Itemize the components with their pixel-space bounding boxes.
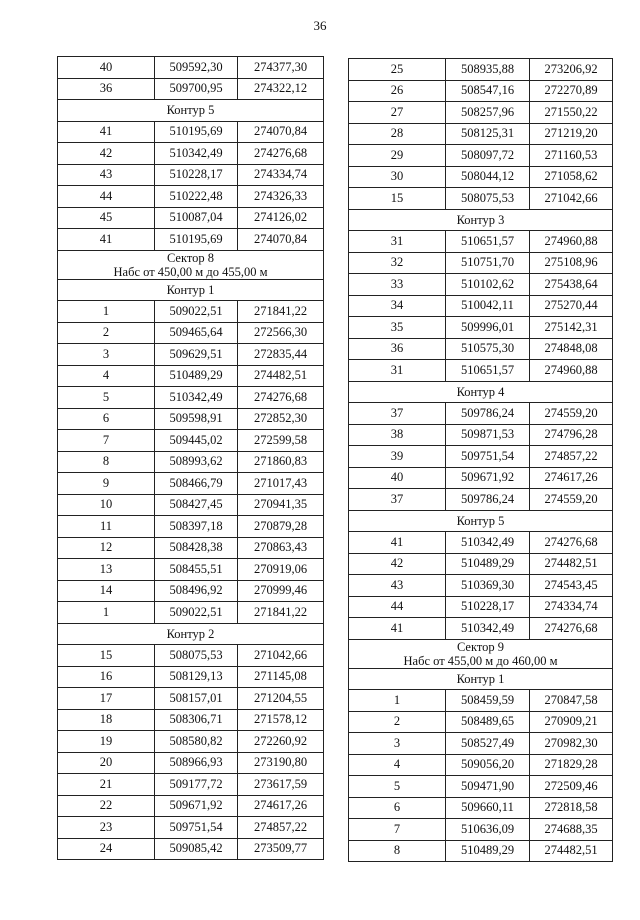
- coordinate-row: [58, 838, 324, 860]
- point-number-cell: 42: [58, 143, 155, 165]
- point-number-cell: 43: [58, 164, 155, 186]
- point-number-cell: 14: [58, 580, 155, 602]
- x-coordinate-cell: 508097,72: [446, 145, 530, 167]
- coordinate-row: [58, 322, 324, 344]
- point-number-cell: 1: [58, 301, 155, 323]
- coordinate-row: [349, 690, 613, 712]
- coordinate-row: [349, 840, 613, 862]
- x-coordinate-cell: 509786,24: [446, 489, 530, 511]
- section-header-row: [58, 279, 324, 301]
- y-coordinate-cell: 271841,22: [238, 602, 324, 624]
- y-coordinate-cell: 274543,45: [530, 575, 613, 597]
- y-coordinate-cell: 274276,68: [530, 532, 613, 554]
- x-coordinate-cell: 509700,95: [155, 78, 238, 100]
- point-number-cell: 42: [349, 553, 446, 575]
- point-number-cell: 41: [349, 618, 446, 640]
- section-header: [349, 639, 613, 668]
- y-coordinate-cell: 274070,84: [238, 229, 324, 251]
- x-coordinate-cell: 509022,51: [155, 602, 238, 624]
- section-header-row: [349, 209, 613, 231]
- point-number-cell: 4: [58, 365, 155, 387]
- y-coordinate-cell: 274559,20: [530, 489, 613, 511]
- y-coordinate-cell: 274070,84: [238, 121, 324, 143]
- point-number-cell: 8: [58, 451, 155, 473]
- y-coordinate-cell: 272818,58: [530, 797, 613, 819]
- x-coordinate-cell: 508075,53: [155, 645, 238, 667]
- x-coordinate-cell: 510575,30: [446, 338, 530, 360]
- coordinate-row: [58, 559, 324, 581]
- coordinate-row: [58, 817, 324, 839]
- coordinate-row: [58, 537, 324, 559]
- x-coordinate-cell: 510222,48: [155, 186, 238, 208]
- x-coordinate-cell: 509598,91: [155, 408, 238, 430]
- y-coordinate-cell: 271042,66: [530, 188, 613, 210]
- y-coordinate-cell: 270941,35: [238, 494, 324, 516]
- point-number-cell: 23: [58, 817, 155, 839]
- y-coordinate-cell: 275438,64: [530, 274, 613, 296]
- x-coordinate-cell: 509445,02: [155, 430, 238, 452]
- section-header-line: Сектор 8: [166, 250, 215, 265]
- section-header: [58, 279, 324, 301]
- coordinate-row: [58, 229, 324, 251]
- page-number: 36: [313, 18, 327, 33]
- y-coordinate-cell: 274276,68: [238, 387, 324, 409]
- coordinate-row: [349, 317, 613, 339]
- y-coordinate-cell: 271860,83: [238, 451, 324, 473]
- point-number-cell: 35: [349, 317, 446, 339]
- y-coordinate-cell: 272566,30: [238, 322, 324, 344]
- coordinate-row: [58, 164, 324, 186]
- y-coordinate-cell: 271042,66: [238, 645, 324, 667]
- coordinate-row: [58, 602, 324, 624]
- x-coordinate-cell: 509671,92: [155, 795, 238, 817]
- coordinate-row: [349, 231, 613, 253]
- coordinate-row: [349, 102, 613, 124]
- x-coordinate-cell: 510489,29: [446, 553, 530, 575]
- point-number-cell: 25: [349, 59, 446, 81]
- y-coordinate-cell: 274276,68: [238, 143, 324, 165]
- x-coordinate-cell: 510342,49: [446, 532, 530, 554]
- coordinate-row: [349, 295, 613, 317]
- point-number-cell: 38: [349, 424, 446, 446]
- point-number-cell: 26: [349, 80, 446, 102]
- y-coordinate-cell: 274126,02: [238, 207, 324, 229]
- x-coordinate-cell: 508459,59: [446, 690, 530, 712]
- point-number-cell: 40: [349, 467, 446, 489]
- x-coordinate-cell: 509786,24: [446, 403, 530, 425]
- coordinate-row: [58, 57, 324, 79]
- section-header: [349, 668, 613, 690]
- x-coordinate-cell: 510636,09: [446, 819, 530, 841]
- section-header-row: [349, 381, 613, 403]
- y-coordinate-cell: 271829,28: [530, 754, 613, 776]
- y-coordinate-cell: 274482,51: [238, 365, 324, 387]
- coordinate-row: [58, 645, 324, 667]
- point-number-cell: 45: [58, 207, 155, 229]
- x-coordinate-cell: 508428,38: [155, 537, 238, 559]
- x-coordinate-cell: 510228,17: [155, 164, 238, 186]
- point-number-cell: 36: [58, 78, 155, 100]
- point-number-cell: 31: [349, 231, 446, 253]
- section-header-line: Контур 5: [166, 103, 215, 118]
- y-coordinate-cell: 273617,59: [238, 774, 324, 796]
- y-coordinate-cell: 271058,62: [530, 166, 613, 188]
- point-number-cell: 43: [349, 575, 446, 597]
- section-header-line: Контур 1: [166, 282, 215, 297]
- x-coordinate-cell: 508547,16: [446, 80, 530, 102]
- point-number-cell: 24: [58, 838, 155, 860]
- coordinates-table-right: [348, 58, 613, 862]
- point-number-cell: 37: [349, 403, 446, 425]
- coordinate-row: [349, 532, 613, 554]
- x-coordinate-cell: 508157,01: [155, 688, 238, 710]
- x-coordinate-cell: 508044,12: [446, 166, 530, 188]
- coordinate-row: [58, 387, 324, 409]
- x-coordinate-cell: 508125,31: [446, 123, 530, 145]
- y-coordinate-cell: 271017,43: [238, 473, 324, 495]
- section-header: [58, 250, 324, 279]
- point-number-cell: 40: [58, 57, 155, 79]
- coordinate-row: [349, 80, 613, 102]
- x-coordinate-cell: 510042,11: [446, 295, 530, 317]
- x-coordinate-cell: 508397,18: [155, 516, 238, 538]
- section-header-line: Контур 3: [456, 212, 505, 227]
- y-coordinate-cell: 274482,51: [530, 553, 613, 575]
- coordinate-row: [349, 467, 613, 489]
- x-coordinate-cell: 509592,30: [155, 57, 238, 79]
- section-header-line: Набс от 450,00 м до 455,00 м: [113, 264, 268, 279]
- point-number-cell: 16: [58, 666, 155, 688]
- x-coordinate-cell: 508489,65: [446, 711, 530, 733]
- point-number-cell: 2: [349, 711, 446, 733]
- coordinate-row: [349, 733, 613, 755]
- coordinate-row: [58, 516, 324, 538]
- point-number-cell: 37: [349, 489, 446, 511]
- section-header-line: Набс от 455,00 м до 460,00 м: [403, 653, 558, 668]
- point-number-cell: 5: [349, 776, 446, 798]
- y-coordinate-cell: 274377,30: [238, 57, 324, 79]
- point-number-cell: 15: [349, 188, 446, 210]
- section-header-row: [349, 510, 613, 532]
- coordinate-row: [349, 797, 613, 819]
- point-number-cell: 6: [58, 408, 155, 430]
- y-coordinate-cell: 270879,28: [238, 516, 324, 538]
- y-coordinate-cell: 270863,43: [238, 537, 324, 559]
- y-coordinate-cell: 271219,20: [530, 123, 613, 145]
- point-number-cell: 39: [349, 446, 446, 468]
- y-coordinate-cell: 270909,21: [530, 711, 613, 733]
- point-number-cell: 19: [58, 731, 155, 753]
- x-coordinate-cell: 509177,72: [155, 774, 238, 796]
- point-number-cell: 17: [58, 688, 155, 710]
- coordinate-row: [349, 145, 613, 167]
- x-coordinate-cell: 509871,53: [446, 424, 530, 446]
- coordinate-row: [58, 774, 324, 796]
- x-coordinate-cell: 508966,93: [155, 752, 238, 774]
- section-header: [58, 100, 324, 122]
- y-coordinate-cell: 274617,26: [238, 795, 324, 817]
- coordinate-row: [58, 451, 324, 473]
- x-coordinate-cell: 509471,90: [446, 776, 530, 798]
- x-coordinate-cell: 510369,30: [446, 575, 530, 597]
- y-coordinate-cell: 271550,22: [530, 102, 613, 124]
- point-number-cell: 41: [349, 532, 446, 554]
- point-number-cell: 15: [58, 645, 155, 667]
- coordinate-row: [58, 207, 324, 229]
- section-header-line: Контур 2: [166, 626, 215, 641]
- point-number-cell: 44: [58, 186, 155, 208]
- coordinate-row: [58, 795, 324, 817]
- y-coordinate-cell: 271578,12: [238, 709, 324, 731]
- coordinate-row: [349, 575, 613, 597]
- x-coordinate-cell: 508427,45: [155, 494, 238, 516]
- y-coordinate-cell: 274482,51: [530, 840, 613, 862]
- x-coordinate-cell: 509465,64: [155, 322, 238, 344]
- coordinate-row: [349, 59, 613, 81]
- coordinate-row: [349, 403, 613, 425]
- x-coordinate-cell: 510087,04: [155, 207, 238, 229]
- x-coordinate-cell: 510651,57: [446, 231, 530, 253]
- x-coordinate-cell: 510195,69: [155, 229, 238, 251]
- coordinate-row: [58, 408, 324, 430]
- x-coordinate-cell: 509751,54: [155, 817, 238, 839]
- y-coordinate-cell: 271204,55: [238, 688, 324, 710]
- y-coordinate-cell: 270919,06: [238, 559, 324, 581]
- coordinate-row: [349, 553, 613, 575]
- point-number-cell: 32: [349, 252, 446, 274]
- point-number-cell: 7: [349, 819, 446, 841]
- x-coordinate-cell: 510102,62: [446, 274, 530, 296]
- y-coordinate-cell: 275108,96: [530, 252, 613, 274]
- point-number-cell: 28: [349, 123, 446, 145]
- y-coordinate-cell: 274688,35: [530, 819, 613, 841]
- x-coordinate-cell: 510751,70: [446, 252, 530, 274]
- point-number-cell: 30: [349, 166, 446, 188]
- section-header-row: [349, 639, 613, 668]
- x-coordinate-cell: 510489,29: [155, 365, 238, 387]
- point-number-cell: 6: [349, 797, 446, 819]
- y-coordinate-cell: 271145,08: [238, 666, 324, 688]
- point-number-cell: 21: [58, 774, 155, 796]
- point-number-cell: 12: [58, 537, 155, 559]
- y-coordinate-cell: 272270,89: [530, 80, 613, 102]
- x-coordinate-cell: 509671,92: [446, 467, 530, 489]
- point-number-cell: 41: [58, 121, 155, 143]
- x-coordinate-cell: 509751,54: [446, 446, 530, 468]
- section-header-row: [349, 668, 613, 690]
- x-coordinate-cell: 510342,49: [446, 618, 530, 640]
- y-coordinate-cell: 274326,33: [238, 186, 324, 208]
- point-number-cell: 9: [58, 473, 155, 495]
- y-coordinate-cell: 272260,92: [238, 731, 324, 753]
- x-coordinate-cell: 508257,96: [446, 102, 530, 124]
- y-coordinate-cell: 272835,44: [238, 344, 324, 366]
- section-header-row: [58, 623, 324, 645]
- y-coordinate-cell: 270847,58: [530, 690, 613, 712]
- point-number-cell: 8: [349, 840, 446, 862]
- coordinate-row: [349, 188, 613, 210]
- section-header: [349, 381, 613, 403]
- coordinate-row: [58, 580, 324, 602]
- point-number-cell: 27: [349, 102, 446, 124]
- coordinate-row: [349, 252, 613, 274]
- x-coordinate-cell: 509629,51: [155, 344, 238, 366]
- y-coordinate-cell: 275270,44: [530, 295, 613, 317]
- coordinate-row: [349, 123, 613, 145]
- coordinate-row: [58, 344, 324, 366]
- y-coordinate-cell: 275142,31: [530, 317, 613, 339]
- x-coordinate-cell: 509022,51: [155, 301, 238, 323]
- coordinate-row: [349, 424, 613, 446]
- point-number-cell: 3: [58, 344, 155, 366]
- point-number-cell: 1: [349, 690, 446, 712]
- y-coordinate-cell: 272509,46: [530, 776, 613, 798]
- point-number-cell: 4: [349, 754, 446, 776]
- coordinate-row: [349, 819, 613, 841]
- x-coordinate-cell: 509056,20: [446, 754, 530, 776]
- section-header-line: Сектор 9: [456, 639, 505, 654]
- x-coordinate-cell: 508306,71: [155, 709, 238, 731]
- coordinate-row: [58, 430, 324, 452]
- section-header-line: Контур 5: [456, 513, 505, 528]
- point-number-cell: 3: [349, 733, 446, 755]
- coordinate-row: [349, 166, 613, 188]
- point-number-cell: 41: [58, 229, 155, 251]
- coordinate-row: [58, 78, 324, 100]
- y-coordinate-cell: 272599,58: [238, 430, 324, 452]
- point-number-cell: 5: [58, 387, 155, 409]
- point-number-cell: 29: [349, 145, 446, 167]
- coordinates-table-left: [57, 56, 324, 860]
- x-coordinate-cell: 509085,42: [155, 838, 238, 860]
- section-header: [58, 623, 324, 645]
- coordinate-row: [349, 360, 613, 382]
- x-coordinate-cell: 508527,49: [446, 733, 530, 755]
- point-number-cell: 31: [349, 360, 446, 382]
- point-number-cell: 34: [349, 295, 446, 317]
- coordinate-row: [58, 301, 324, 323]
- y-coordinate-cell: 271160,53: [530, 145, 613, 167]
- coordinate-row: [58, 121, 324, 143]
- coordinate-row: [349, 776, 613, 798]
- coordinate-row: [349, 274, 613, 296]
- point-number-cell: 22: [58, 795, 155, 817]
- coordinate-row: [58, 143, 324, 165]
- y-coordinate-cell: 271841,22: [238, 301, 324, 323]
- y-coordinate-cell: 274857,22: [530, 446, 613, 468]
- coordinate-row: [58, 473, 324, 495]
- y-coordinate-cell: 273190,80: [238, 752, 324, 774]
- y-coordinate-cell: 274276,68: [530, 618, 613, 640]
- coordinate-row: [58, 752, 324, 774]
- x-coordinate-cell: 508455,51: [155, 559, 238, 581]
- x-coordinate-cell: 508466,79: [155, 473, 238, 495]
- section-header: [349, 209, 613, 231]
- x-coordinate-cell: 508993,62: [155, 451, 238, 473]
- x-coordinate-cell: 508129,13: [155, 666, 238, 688]
- point-number-cell: 10: [58, 494, 155, 516]
- section-header-line: Контур 4: [456, 384, 505, 399]
- y-coordinate-cell: 270999,46: [238, 580, 324, 602]
- coordinate-row: [349, 338, 613, 360]
- point-number-cell: 36: [349, 338, 446, 360]
- point-number-cell: 33: [349, 274, 446, 296]
- coordinate-row: [58, 709, 324, 731]
- point-number-cell: 2: [58, 322, 155, 344]
- coordinate-row: [58, 688, 324, 710]
- coordinate-row: [349, 446, 613, 468]
- point-number-cell: 11: [58, 516, 155, 538]
- point-number-cell: 1: [58, 602, 155, 624]
- section-header-row: [58, 250, 324, 279]
- coordinate-row: [58, 494, 324, 516]
- y-coordinate-cell: 274322,12: [238, 78, 324, 100]
- y-coordinate-cell: 274559,20: [530, 403, 613, 425]
- x-coordinate-cell: 508580,82: [155, 731, 238, 753]
- y-coordinate-cell: 274960,88: [530, 231, 613, 253]
- y-coordinate-cell: 274960,88: [530, 360, 613, 382]
- coordinate-row: [349, 754, 613, 776]
- y-coordinate-cell: 274796,28: [530, 424, 613, 446]
- x-coordinate-cell: 510651,57: [446, 360, 530, 382]
- point-number-cell: 7: [58, 430, 155, 452]
- point-number-cell: 13: [58, 559, 155, 581]
- x-coordinate-cell: 509996,01: [446, 317, 530, 339]
- x-coordinate-cell: 508496,92: [155, 580, 238, 602]
- y-coordinate-cell: 270982,30: [530, 733, 613, 755]
- point-number-cell: 18: [58, 709, 155, 731]
- section-header-row: [58, 100, 324, 122]
- coordinate-row: [349, 711, 613, 733]
- coordinate-row: [58, 186, 324, 208]
- coordinate-row: [349, 596, 613, 618]
- x-coordinate-cell: 508075,53: [446, 188, 530, 210]
- y-coordinate-cell: 274617,26: [530, 467, 613, 489]
- x-coordinate-cell: 508935,88: [446, 59, 530, 81]
- point-number-cell: 20: [58, 752, 155, 774]
- y-coordinate-cell: 274334,74: [238, 164, 324, 186]
- section-header-line: Контур 1: [456, 671, 505, 686]
- coordinate-row: [58, 666, 324, 688]
- point-number-cell: 44: [349, 596, 446, 618]
- y-coordinate-cell: 273206,92: [530, 59, 613, 81]
- coordinate-row: [58, 365, 324, 387]
- x-coordinate-cell: 510228,17: [446, 596, 530, 618]
- y-coordinate-cell: 273509,77: [238, 838, 324, 860]
- section-header: [349, 510, 613, 532]
- y-coordinate-cell: 274848,08: [530, 338, 613, 360]
- coordinate-row: [349, 618, 613, 640]
- y-coordinate-cell: 272852,30: [238, 408, 324, 430]
- x-coordinate-cell: 510342,49: [155, 387, 238, 409]
- x-coordinate-cell: 510489,29: [446, 840, 530, 862]
- coordinate-row: [349, 489, 613, 511]
- x-coordinate-cell: 509660,11: [446, 797, 530, 819]
- x-coordinate-cell: 510195,69: [155, 121, 238, 143]
- y-coordinate-cell: 274334,74: [530, 596, 613, 618]
- coordinate-row: [58, 731, 324, 753]
- y-coordinate-cell: 274857,22: [238, 817, 324, 839]
- x-coordinate-cell: 510342,49: [155, 143, 238, 165]
